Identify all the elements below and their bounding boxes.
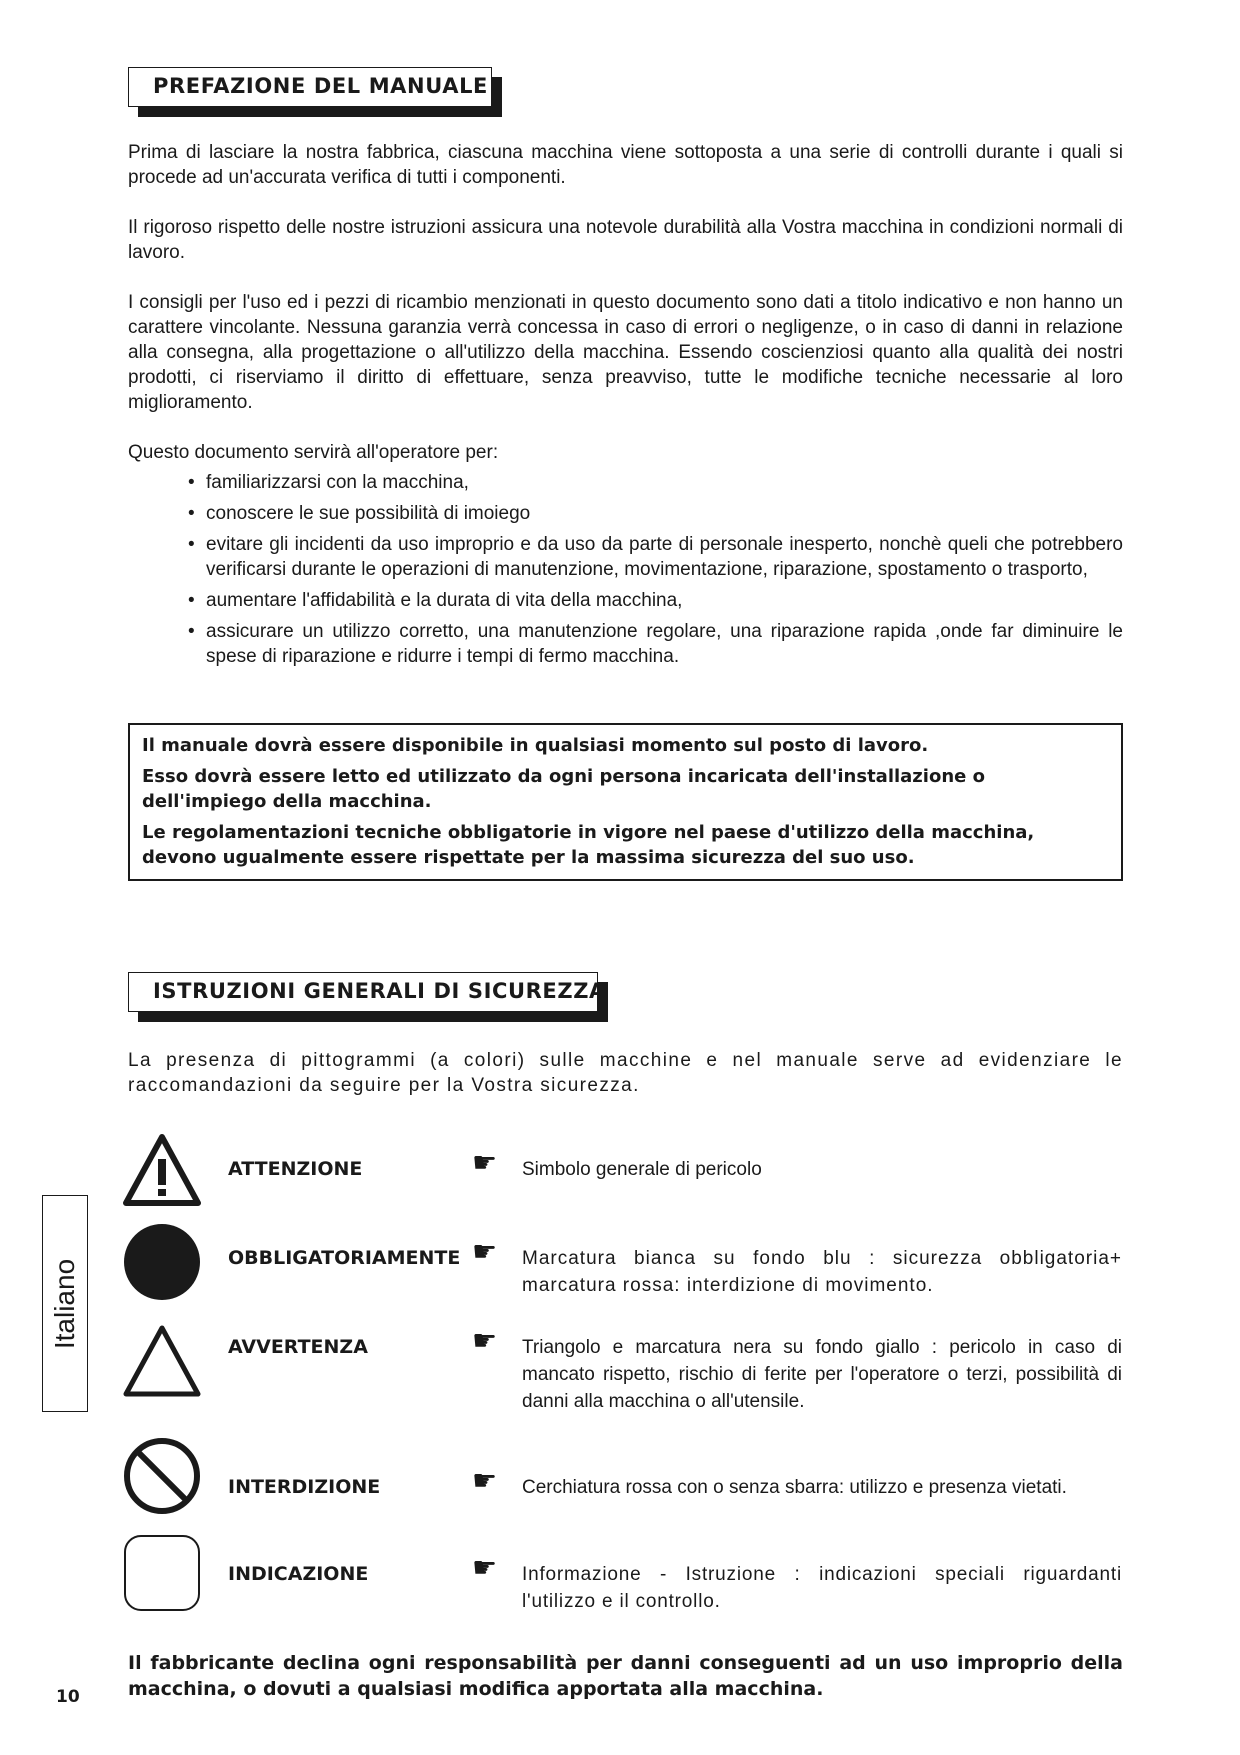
- symbol-label-interdizione: INTERDIZIONE: [228, 1476, 381, 1498]
- notice-box: [128, 723, 1123, 881]
- symbol-desc-indicazione: Informazione - Istruzione : indicazioni speciali riguardanti l'utilizzo e il controllo.: [522, 1564, 1122, 1612]
- preface-paragraph-4: Questo documento servirà all'operatore per:: [128, 442, 499, 463]
- symbol-label-avvertenza: AVVERTENZA: [228, 1336, 368, 1358]
- preface-paragraph-3: I consigli per l'uso ed i pezzi di ricambio menzionati in questo documento sono dati a titolo indicativo e non hanno un carattere vincolante. Nessuna garanzia verrà concessa in caso di errori o negligenze, o in caso di danni in relazione alla consegna, alla progettazione o all'utilizzo della macchina. Essendo coscienziosi quanto alla qualità dei nostri prodotti, ci riserviamo il diritto di effettuare, senza preavviso, tutte le modifiche tecniche necessarie al loro miglioramento.: [128, 292, 1123, 413]
- notice-line: Il manuale dovrà essere disponibile in qualsiasi momento sul posto di lavoro.: [142, 735, 929, 756]
- safety-intro: La presenza di pittogrammi (a colori) sulle macchine e nel manuale serve ad evidenziare le raccomandazioni da seguire per la Vostra sicurezza.: [128, 1050, 1123, 1096]
- symbol-desc-avvertenza: Triangolo e marcatura nera su fondo giallo : pericolo in caso di mancato rispetto, rischio di ferite per l'operatore o terzi, possibilità di danni alla macchina o all'utensile.: [522, 1337, 1122, 1412]
- prohibition-icon: [122, 1436, 202, 1516]
- list-item: • assicurare un utilizzo corretto, una manutenzione regolare, una riparazione rapida ,onde far diminuire le spese di riparazione e ridurre i tempi di fermo macchina.: [188, 619, 1123, 669]
- notice-line: Le regolamentazioni tecniche obbligatorie in vigore nel paese d'utilizzo della macchina, devono ugualmente essere rispettate per la massima sicurezza del suo uso.: [142, 822, 1035, 868]
- symbol-desc-interdizione: Cerchiatura rossa con o senza sbarra: utilizzo e presenza vietati.: [522, 1477, 1067, 1498]
- preface-paragraph-2: Il rigoroso rispetto delle nostre istruzioni assicura una notevole durabilità alla Vostra macchina in condizioni normali di lavoro.: [128, 217, 1123, 263]
- symbol-label-indicazione: INDICAZIONE: [228, 1563, 369, 1585]
- page-number: 10: [56, 1687, 80, 1707]
- symbol-desc-attenzione: Simbolo generale di pericolo: [522, 1159, 762, 1180]
- list-item: • evitare gli incidenti da uso improprio e da uso da parte di personale inesperto, nonchè queli che potrebbero verificarsi durante le operazioni di manutenzione, movimentazione, riparazione, spostamento o trasporto,: [188, 532, 1123, 582]
- pointing-hand-icon: ☛: [472, 1147, 498, 1178]
- list-item: • conoscere le sue possibilità di imoiego: [188, 501, 1123, 526]
- preface-paragraph-1: Prima di lasciare la nostra fabbrica, ciascuna macchina viene sottoposta a una serie di controlli durante i quali si procede ad un'accurata verifica di tutti i componenti.: [128, 142, 1123, 188]
- section-title-preface: PREFAZIONE DEL MANUALE: [128, 67, 492, 107]
- pointing-hand-icon: ☛: [472, 1236, 498, 1267]
- rounded-square-icon: [122, 1533, 202, 1613]
- pointing-hand-icon: ☛: [472, 1325, 498, 1356]
- notice-line: Esso dovrà essere letto ed utilizzato da ogni persona incaricata dell'installazione o dell'impiego della macchina.: [142, 766, 985, 812]
- language-label: Italiano: [49, 1258, 80, 1349]
- list-item: • aumentare l'affidabilità e la durata di vita della macchina,: [188, 588, 1123, 613]
- pointing-hand-icon: ☛: [472, 1465, 498, 1496]
- solid-circle-icon: [122, 1222, 202, 1302]
- list-item: • familiarizzarsi con la macchina,: [188, 470, 1123, 495]
- warning-triangle-exclamation-icon: [122, 1131, 202, 1211]
- symbol-label-attenzione: ATTENZIONE: [228, 1158, 363, 1180]
- section-title-safety: ISTRUZIONI GENERALI DI SICUREZZA: [128, 972, 598, 1012]
- symbol-label-obbligatoriamente: OBBLIGATORIAMENTE: [228, 1247, 461, 1269]
- empty-triangle-icon: [122, 1322, 202, 1402]
- manufacturer-disclaimer: Il fabbricante declina ogni responsabilità per danni conseguenti ad un uso improprio della macchina, o dovuti a qualsiasi modifica apportata alla macchina.: [128, 1652, 1123, 1700]
- language-side-tab: [42, 1195, 88, 1412]
- symbol-desc-obbligatoriamente: Marcatura bianca su fondo blu : sicurezza obbligatoria+ marcatura rossa: interdizione di movimento.: [522, 1248, 1122, 1296]
- pointing-hand-icon: ☛: [472, 1552, 498, 1583]
- preface-bullet-list: [188, 470, 1123, 675]
